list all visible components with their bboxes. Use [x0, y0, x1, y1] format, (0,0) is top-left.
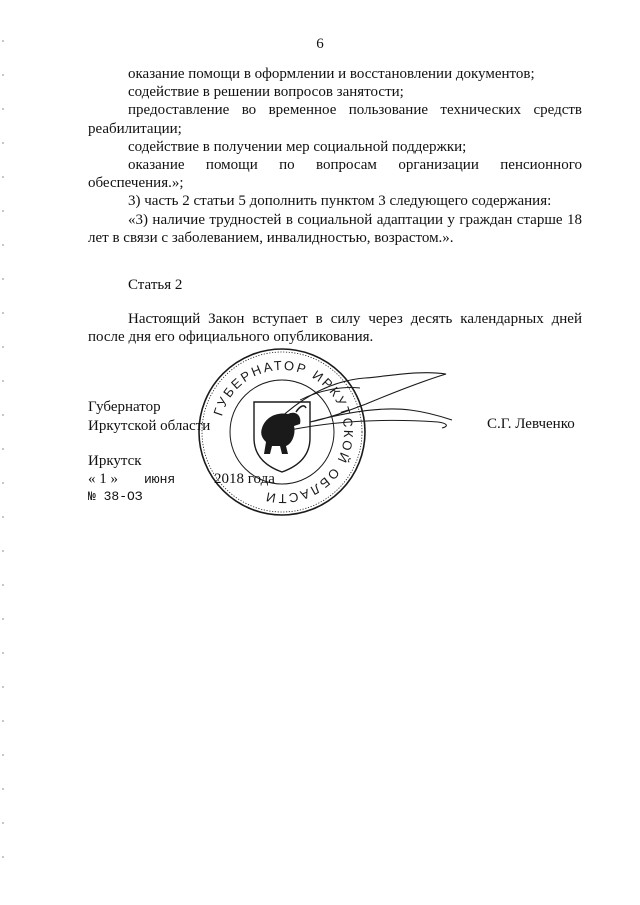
paragraph: «3) наличие трудностей в социальной адаптации у граждан старше 18 лет в связи с заболеванием, инвалидностью, возрастом.». — [88, 211, 582, 246]
paragraph: оказание помощи в оформлении и восстановлении документов; — [128, 66, 535, 82]
paragraph: оказание помощи по вопросам организации пенсионного обеспечения.»; — [88, 157, 582, 192]
signatory-name: С.Г. Левченко — [487, 416, 575, 432]
date-day: « 1 » — [88, 471, 118, 487]
handwritten-signature — [270, 360, 460, 450]
signatory-title — [88, 398, 210, 435]
paragraph: предоставление во временное пользование технических средств реабилитации; — [88, 102, 582, 137]
amendment-text — [88, 65, 582, 247]
page-number: 6 — [316, 36, 324, 52]
margin-scan-marks — [2, 40, 4, 880]
seal-text: ГУБЕРНАТОР ИРКУТСКОЙ ОБЛАСТИ — [210, 357, 357, 507]
paragraph: содействие в решении вопросов занятости; — [128, 84, 404, 101]
date-month: июня — [144, 472, 176, 487]
paragraph: 3) часть 2 статьи 5 дополнить пунктом 3 следующего содержания: — [128, 193, 552, 210]
date-year: 2018 года — [214, 471, 275, 487]
title-line: Иркутской области — [88, 417, 211, 434]
place-of-signing: Иркутск — [88, 453, 142, 469]
law-number: № 38-ОЗ — [88, 489, 143, 504]
closing-paragraph: Настоящий Закон вступает в силу через десять календарных дней после дня его официального опубликования. — [88, 311, 582, 346]
article-heading: Статья 2 — [128, 277, 183, 293]
title-line: Губернатор — [88, 399, 161, 415]
paragraph: содействие в получении мер социальной поддержки; — [128, 138, 467, 155]
